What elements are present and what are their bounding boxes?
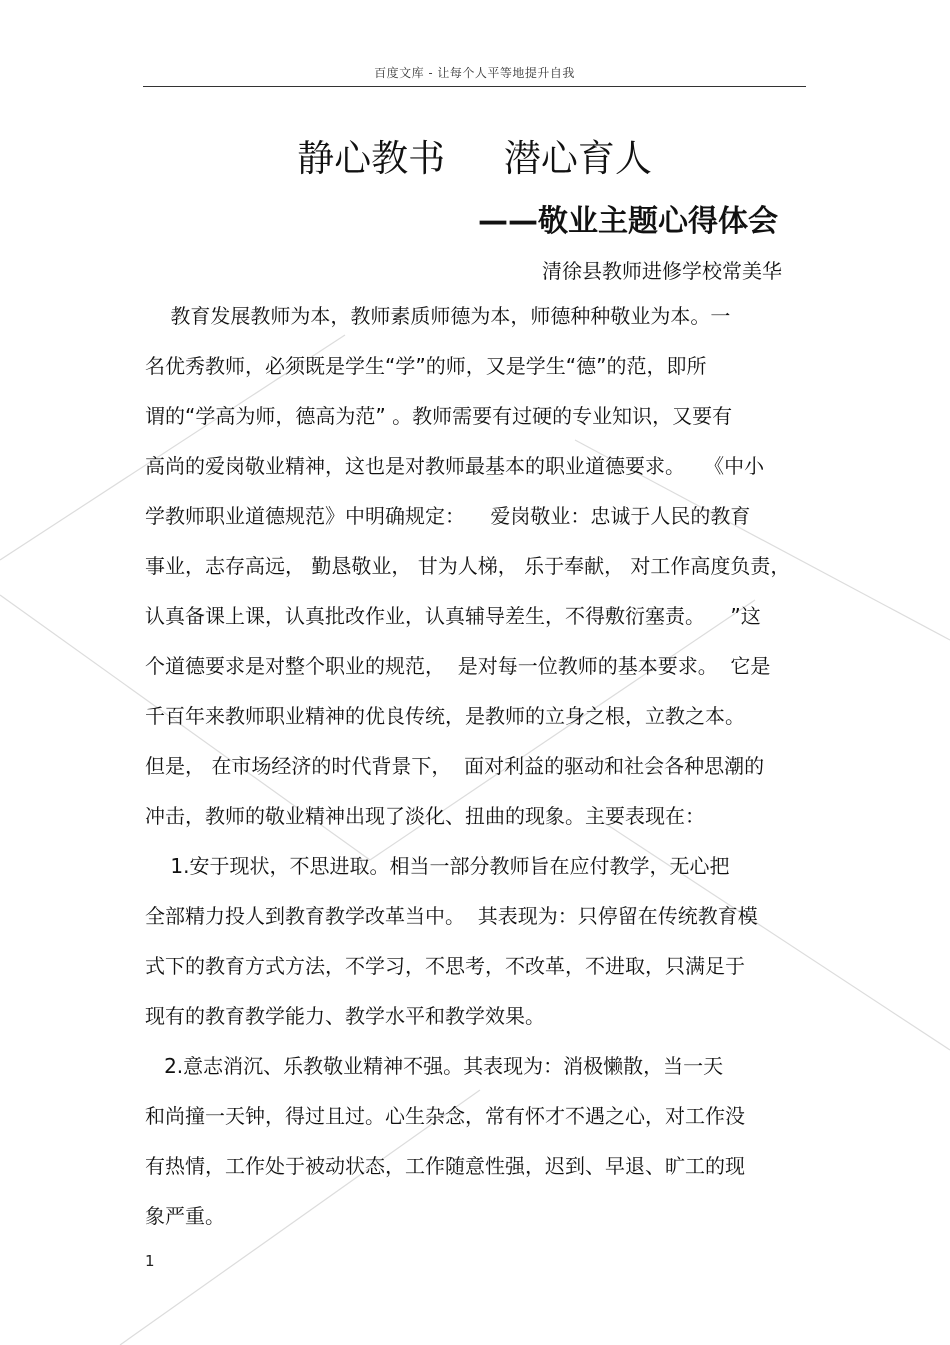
body-line-14: 式下的教育方式方法，不学习，不思考，不改革，不进取，只满足于: [145, 954, 745, 978]
body-line-5: 学教师职业道德规范》中明确规定： 爱岗敬业：忠诚于人民的教育: [145, 504, 751, 528]
header-divider: [143, 86, 806, 87]
document-author: 清徐县教师进修学校常美华: [542, 259, 782, 283]
body-line-8: 个道德要求是对整个职业的规范， 是对每一位教师的基本要求。 它是: [145, 654, 771, 678]
body-line-19: 象严重。: [145, 1204, 225, 1228]
document-subtitle: ——敬业主题心得体会: [478, 204, 778, 239]
body-line-2: 名优秀教师，必须既是学生“学”的师，又是学生“德”的范，即所: [145, 354, 707, 378]
body-line-4: 高尚的爱岗敬业精神，这也是对教师最基本的职业道德要求。 《中小: [145, 454, 765, 478]
body-line-6: 事业，志存高远， 勤恳敬业， 甘为人梯， 乐于奉献， 对工作高度负责，: [145, 554, 791, 578]
body-line-13: 全部精力投人到教育教学改革当中。 其表现为：只停留在传统教育模: [145, 904, 758, 928]
body-line-9: 千百年来教师职业精神的优良传统，是教师的立身之根，立教之本。: [145, 704, 745, 728]
page-number: 1: [145, 1252, 155, 1270]
body-line-15: 现有的教育教学能力、教学水平和教学效果。: [145, 1004, 545, 1028]
body-line-16: 2.意志消沉、乐教敬业精神不强。其表现为：消极懒散，当一天: [145, 1054, 724, 1078]
body-line-11: 冲击，教师的敬业精神出现了淡化、扭曲的现象。主要表现在：: [145, 804, 705, 828]
document-title: 静心教书 潜心育人: [297, 137, 652, 180]
body-line-7: 认真备课上课，认真批改作业，认真辅导差生，不得敷衍塞责。 ”这: [145, 604, 761, 628]
body-line-3: 谓的“学高为师，德高为范” 。教师需要有过硬的专业知识，又要有: [145, 404, 733, 428]
body-line-18: 有热情，工作处于被动状态，工作随意性强，迟到、早退、旷工的现: [145, 1154, 745, 1178]
body-line-17: 和尚撞一天钟，得过且过。心生杂念，常有怀才不遇之心，对工作没: [145, 1104, 745, 1128]
page-header: 百度文库 - 让每个人平等地提升自我: [374, 66, 575, 80]
body-line-12: 1.安于现状，不思进取。相当一部分教师旨在应付教学，无心把: [145, 854, 730, 878]
body-line-10: 但是， 在市场经济的时代背景下， 面对利益的驱动和社会各种思潮的: [145, 754, 765, 778]
body-line-1: 教育发展教师为本，教师素质师德为本，师德种种敬业为本。一: [145, 304, 731, 328]
